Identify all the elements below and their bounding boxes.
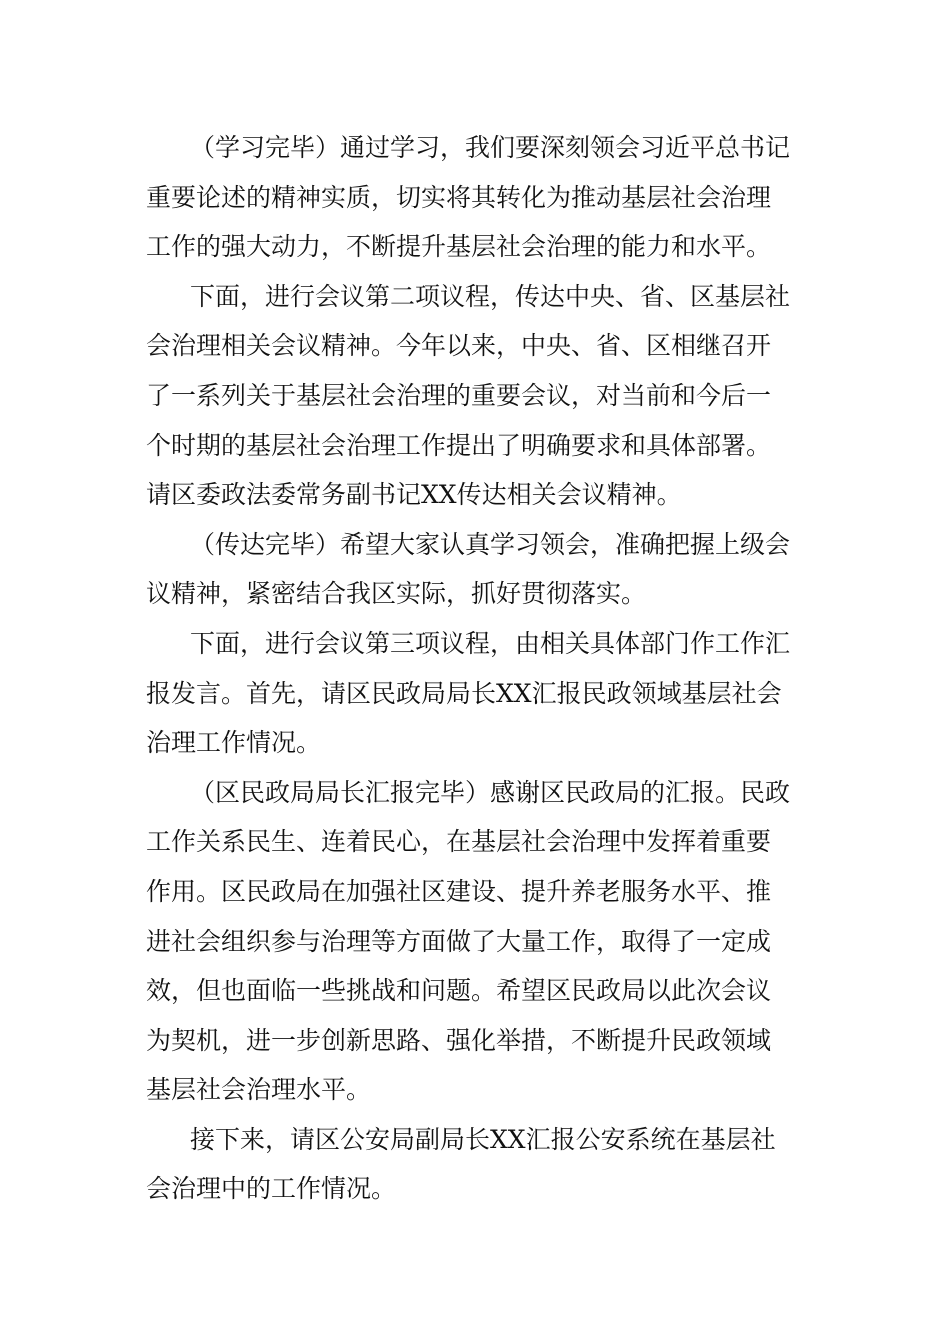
text-line: 会治理中的工作情况。 <box>146 1174 397 1204</box>
text-line: 下面，进行会议第二项议程，传达中央、省、区基层社 <box>190 281 791 311</box>
paragraph-agenda-item-three <box>146 619 806 768</box>
text-line: 效，但也面临一些挑战和问题。希望区民政局以此次会议 <box>146 976 772 1006</box>
text-line: 请区委政法委常务副书记XX传达相关会议精神。 <box>146 480 682 510</box>
text-line: 了一系列关于基层社会治理的重要会议，对当前和今后一 <box>146 380 772 410</box>
text-line: （区民政局局长汇报完毕）感谢区民政局的汇报。民政 <box>190 777 791 807</box>
paragraph-civil-affairs-report <box>146 768 806 1115</box>
text-line: 议精神，紧密结合我区实际，抓好贯彻落实。 <box>146 579 647 609</box>
text-line: 工作关系民生、连着民心，在基层社会治理中发挥着重要 <box>146 827 772 857</box>
text-line: 接下来，请区公安局副局长XX汇报公安系统在基层社 <box>190 1124 776 1154</box>
text-line: 重要论述的精神实质，切实将其转化为推动基层社会治理 <box>146 182 772 212</box>
text-line: 治理工作情况。 <box>146 728 322 758</box>
paragraph-public-security-report <box>146 1115 806 1214</box>
text-line: 基层社会治理水平。 <box>146 1075 372 1105</box>
text-line: 报发言。首先，请区民政局局长XX汇报民政领域基层社会 <box>146 678 782 708</box>
paragraph-relay-complete <box>146 520 806 619</box>
text-line: 为契机，进一步创新思路、强化举措，不断提升民政领域 <box>146 1025 772 1055</box>
text-line: （学习完毕）通过学习，我们要深刻领会习近平总书记 <box>190 133 791 162</box>
text-line: 进社会组织参与治理等方面做了大量工作，取得了一定成 <box>146 926 772 956</box>
text-line: 会治理相关会议精神。今年以来，中央、省、区相继召开 <box>146 331 772 361</box>
text-line: 作用。区民政局在加强社区建设、提升养老服务水平、推 <box>146 876 772 906</box>
document-body <box>146 123 806 1214</box>
paragraph-agenda-item-two <box>146 272 806 520</box>
text-line: 工作的强大动力，不断提升基层社会治理的能力和水平。 <box>146 232 772 262</box>
text-line: 个时期的基层社会治理工作提出了明确要求和具体部署。 <box>146 430 772 460</box>
text-line: 下面，进行会议第三项议程，由相关具体部门作工作汇 <box>190 628 791 658</box>
text-line: （传达完毕）希望大家认真学习领会，准确把握上级会 <box>190 529 791 559</box>
paragraph-study-complete <box>146 123 806 272</box>
